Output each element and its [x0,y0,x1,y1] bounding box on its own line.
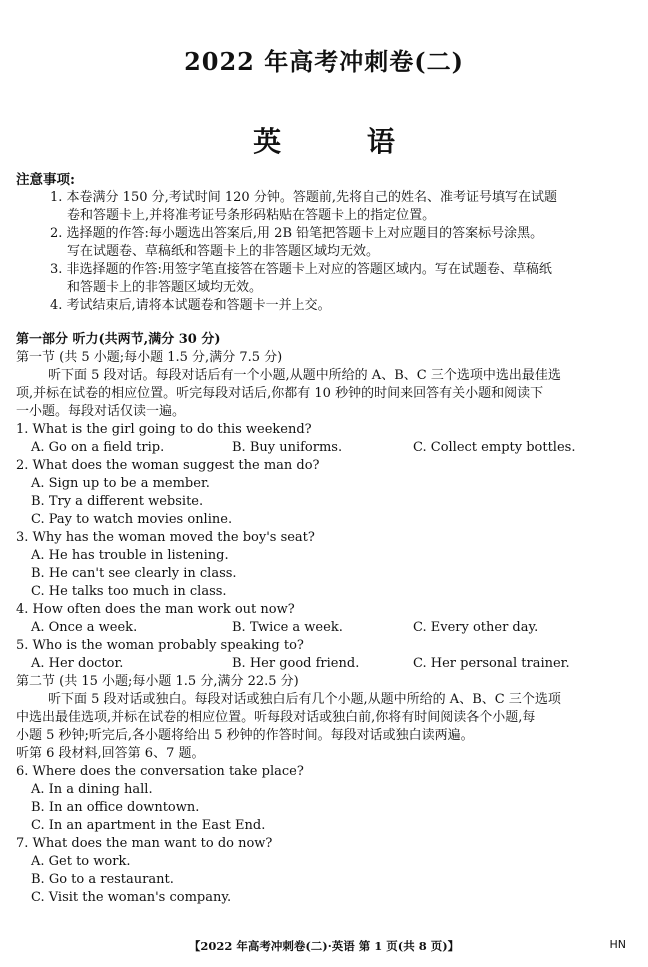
question-stem-5: 5. Who is the woman probably speaking to? [16,638,304,653]
notice-line: 写在试题卷、草稿纸和答题卡上的非答题区域均无效。 [67,244,380,259]
notice-line: 1. 本卷满分 150 分,考试时间 120 分钟。答题前,先将自己的姓名、准考证号填写在试题 [50,190,557,205]
option-b: B. Her good friend. [232,656,360,671]
option-a: A. Go on a field trip. [31,440,165,455]
option-c: C. Pay to watch movies online. [31,512,233,527]
exam-content [16,171,636,907]
section2-instructions: 中选出最佳选项,并标在试卷的相应位置。听每段对话或独白前,你将有时间阅读各个小题,每 [16,710,536,725]
option-c: C. In an apartment in the East End. [31,818,266,833]
page-footer [0,938,648,956]
option-b: B. Twice a week. [232,620,343,635]
question-options-1 [16,439,636,457]
option-b: B. Try a different website. [31,494,204,509]
subject-title: 英 语 [253,125,433,158]
notice-line: 3. 非选择题的作答:用签字笔直接答在答题卡上对应的答题区域内。写在试题卷、草稿纸 [50,262,552,277]
footer-region-code: HN [609,938,626,951]
option-b: B. Go to a restaurant. [31,872,174,887]
option-a: A. Sign up to be a member. [31,476,210,491]
notice-line: 4. 考试结束后,请将本试题卷和答题卡一并上交。 [50,298,331,313]
option-a: A. Get to work. [31,854,131,869]
option-b: B. He can't see clearly in class. [31,566,237,581]
notice-line: 和答题卡上的非答题区域均无效。 [67,280,263,295]
question-options-4 [16,619,636,637]
question-stem-1: 1. What is the girl going to do this weekend? [16,422,312,437]
part1-heading: 第一部分 听力(共两节,满分 30 分) [16,332,221,347]
paper-title: 2022 年高考冲刺卷(二) [184,47,464,76]
question-stem-3: 3. Why has the woman moved the boy's seat? [16,530,315,545]
notice-line: 卷和答题卡上,并将准考证号条形码粘贴在答题卡上的指定位置。 [67,208,436,223]
question-stem-4: 4. How often does the man work out now? [16,602,295,617]
option-a: A. In a dining hall. [31,782,153,797]
option-c: C. Visit the woman's company. [31,890,232,905]
material-note: 听第 6 段材料,回答第 6、7 题。 [16,746,205,761]
option-a: A. He has trouble in listening. [31,548,229,563]
question-options-5 [16,655,636,673]
section1-heading: 第一节 (共 5 小题;每小题 1.5 分,满分 7.5 分) [16,350,283,365]
option-c: C. Her personal trainer. [413,656,570,671]
question-stem-7: 7. What does the man want to do now? [16,836,273,851]
question-stem-6: 6. Where does the conversation take place? [16,764,304,779]
option-c: C. Collect empty bottles. [413,440,576,455]
option-b: B. Buy uniforms. [232,440,343,455]
footer-page-info: 【2022 年高考冲刺卷(二)·英语 第 1 页(共 8 页)】 [188,939,460,953]
notice-line: 2. 选择题的作答:每小题选出答案后,用 2B 铅笔把答题卡上对应题目的答案标号涂黑。 [50,226,544,241]
option-c: C. Every other day. [413,620,539,635]
section2-instructions: 小题 5 秒钟;听完后,各小题将给出 5 秒钟的作答时间。每段对话或独白读两遍。 [16,728,474,743]
option-b: B. In an office downtown. [31,800,200,815]
section2-heading: 第二节 (共 15 小题;每小题 1.5 分,满分 22.5 分) [16,674,299,689]
option-a: A. Once a week. [31,620,138,635]
option-a: A. Her doctor. [31,656,124,671]
section1-instructions: 项,并标在试卷的相应位置。听完每段对话后,你都有 10 秒钟的时间来回答有关小题和阅读下 [16,386,544,401]
option-c: C. He talks too much in class. [31,584,227,599]
question-stem-2: 2. What does the woman suggest the man do? [16,458,320,473]
notice-heading: 注意事项: [16,172,75,188]
section1-instructions: 一小题。每段对话仅读一遍。 [16,404,186,419]
section1-instructions: 听下面 5 段对话。每段对话后有一个小题,从题中所给的 A、B、C 三个选项中选出最佳选 [48,368,561,383]
section2-instructions: 听下面 5 段对话或独白。每段对话或独白后有几个小题,从题中所给的 A、B、C 三个选项 [48,692,561,707]
